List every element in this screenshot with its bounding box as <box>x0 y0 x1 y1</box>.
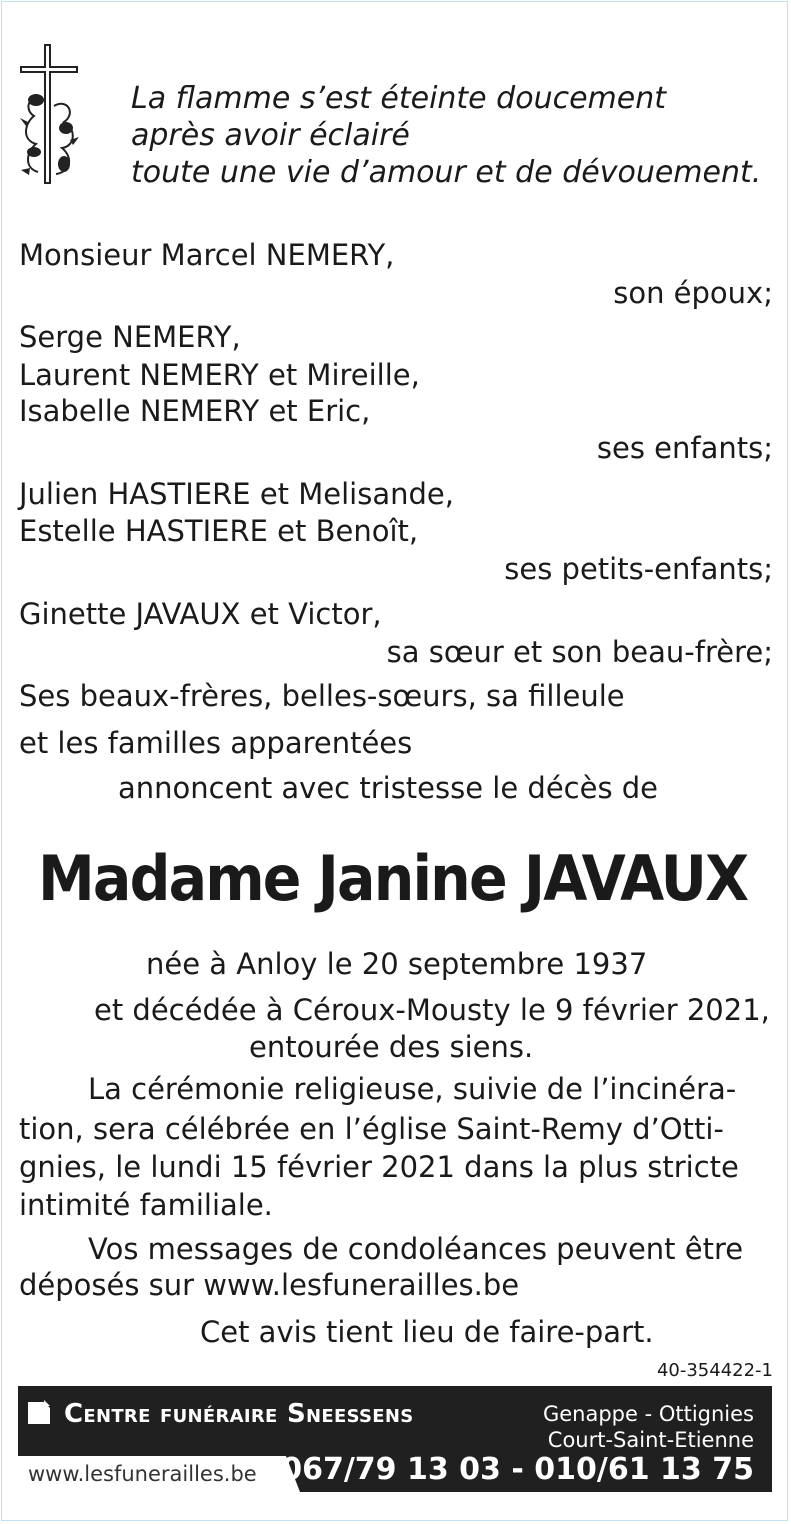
phone-number-2[interactable]: 010/61 13 75 <box>534 1452 754 1487</box>
location-line: Court-Saint-Etienne <box>547 1428 754 1452</box>
family-line: Ses beaux-frères, belles-sœurs, sa filleule <box>19 679 625 713</box>
poem-line: après avoir éclairé <box>131 118 410 153</box>
ceremony-line: intimité familiale. <box>19 1188 273 1222</box>
family-line: Estelle HASTIERE et Benoît, <box>19 514 419 548</box>
family-role: son époux; <box>613 276 773 310</box>
funeral-home-banner <box>18 1386 772 1492</box>
family-line: et les familles apparentées <box>19 726 413 760</box>
ceremony-line: La cérémonie religieuse, suivie de l’incinéra- <box>88 1072 737 1106</box>
announcement: annoncent avec tristesse le décès de <box>118 771 659 805</box>
condolences-line: déposés sur www.lesfunerailles.be <box>19 1268 520 1302</box>
surrounded-line: entourée des siens. <box>249 1030 534 1064</box>
deceased-name: Madame Janine JAVAUX <box>38 842 748 915</box>
ceremony-line: gnies, le lundi 15 février 2021 dans la plus stricte <box>19 1150 739 1184</box>
location-line: Genappe - Ottignies <box>542 1402 754 1426</box>
condolences-line: Vos messages de condoléances peuvent être <box>88 1232 744 1266</box>
phone-numbers <box>281 1452 754 1487</box>
death-line: et décédée à Céroux-Mousty le 9 février 2021, <box>94 993 770 1027</box>
family-line: Monsieur Marcel NEMERY, <box>19 238 395 272</box>
phone-separator: - <box>511 1452 524 1487</box>
family-line: Laurent NEMERY et Mireille, <box>19 358 420 392</box>
website-link[interactable]: www.lesfunerailles.be <box>18 1456 286 1492</box>
family-role: ses petits-enfants; <box>504 552 773 586</box>
reference-number: 40-354422-1 <box>656 1360 773 1381</box>
family-role: sa sœur et son beau-frère; <box>386 635 773 669</box>
family-line: Isabelle NEMERY et Eric, <box>19 394 371 428</box>
cross-with-roses-icon <box>14 40 84 188</box>
family-line: Ginette JAVAUX et Victor, <box>19 597 382 631</box>
family-line: Serge NEMERY, <box>19 320 241 354</box>
funeral-home-name: Centre funéraire Sneessens <box>64 1399 414 1429</box>
family-role: ses enfants; <box>596 431 773 465</box>
family-line: Julien HASTIERE et Melisande, <box>19 477 454 511</box>
ceremony-line: tion, sera célébrée en l’église Saint-Remy d’Otti- <box>19 1112 724 1146</box>
poem-line: La flamme s’est éteinte doucement <box>131 81 666 116</box>
document-icon <box>28 1400 50 1424</box>
birth-line: née à Anloy le 20 septembre 1937 <box>146 947 648 981</box>
poem-line: toute une vie d’amour et de dévouement. <box>131 155 762 190</box>
notice-line: Cet avis tient lieu de faire-part. <box>200 1315 654 1349</box>
phone-number-1[interactable]: 067/79 13 03 <box>281 1452 501 1487</box>
